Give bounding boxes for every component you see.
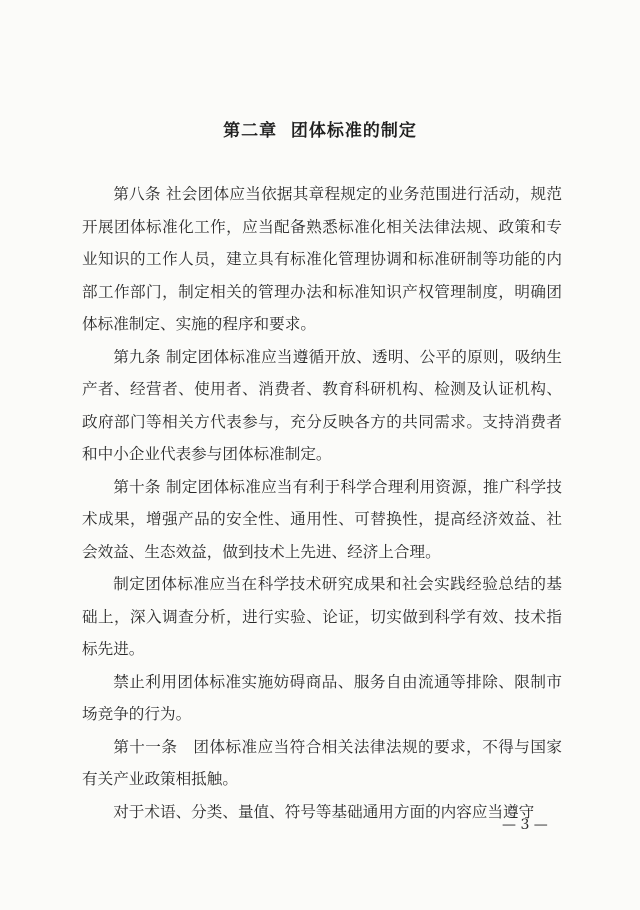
- chapter-title: 第二章 团体标准的制定: [223, 121, 417, 141]
- paragraph-article-10: 第十条 制定团体标准应当有利于科学合理利用资源，推广科学技术成果，增强产品的安全性、通用性、可替换性，提高经济效益、社会效益、生态效益，做到技术上先进、经济上合理。: [82, 477, 562, 561]
- page-number: — 3 —: [502, 817, 548, 833]
- paragraph-article-11-part-2: 对于术语、分类、量值、符号等基础通用方面的内容应当遵守: [113, 802, 535, 821]
- paragraph-article-10-part-2: 制定团体标准应当在科学技术研究成果和社会实践经验总结的基础上，深入调查分析，进行实验、论证，切实做到科学有效、技术指标先进。: [82, 575, 562, 658]
- paragraph-article-11: 第十一条 团体标准应当符合相关法律法规的要求，不得与国家有关产业政策相抵触。: [82, 737, 562, 788]
- paragraph-article-10-part-3: 禁止利用团体标准实施妨碍商品、服务自由流通等排除、限制市场竞争的行为。: [82, 672, 562, 723]
- body-text: [82, 178, 562, 828]
- paragraph-article-9: 第九条 制定团体标准应当遵循开放、透明、公平的原则，吸纳生产者、经营者、使用者、消费者、教育科研机构、检测及认证机构、政府部门等相关方代表参与，充分反映各方的共同需求。支持消费者和中小企业代表参与团体标准制定。: [82, 347, 562, 463]
- paragraph-article-8: 第八条 社会团体应当依据其章程规定的业务范围进行活动，规范开展团体标准化工作，应当配备熟悉标准化相关法律法规、政策和专业知识的工作人员，建立具有标准化管理协调和标准研制等功能的内部工作部门，制定相关的管理办法和标准知识产权管理制度，明确团体标准制定、实施的程序和要求。: [82, 185, 562, 333]
